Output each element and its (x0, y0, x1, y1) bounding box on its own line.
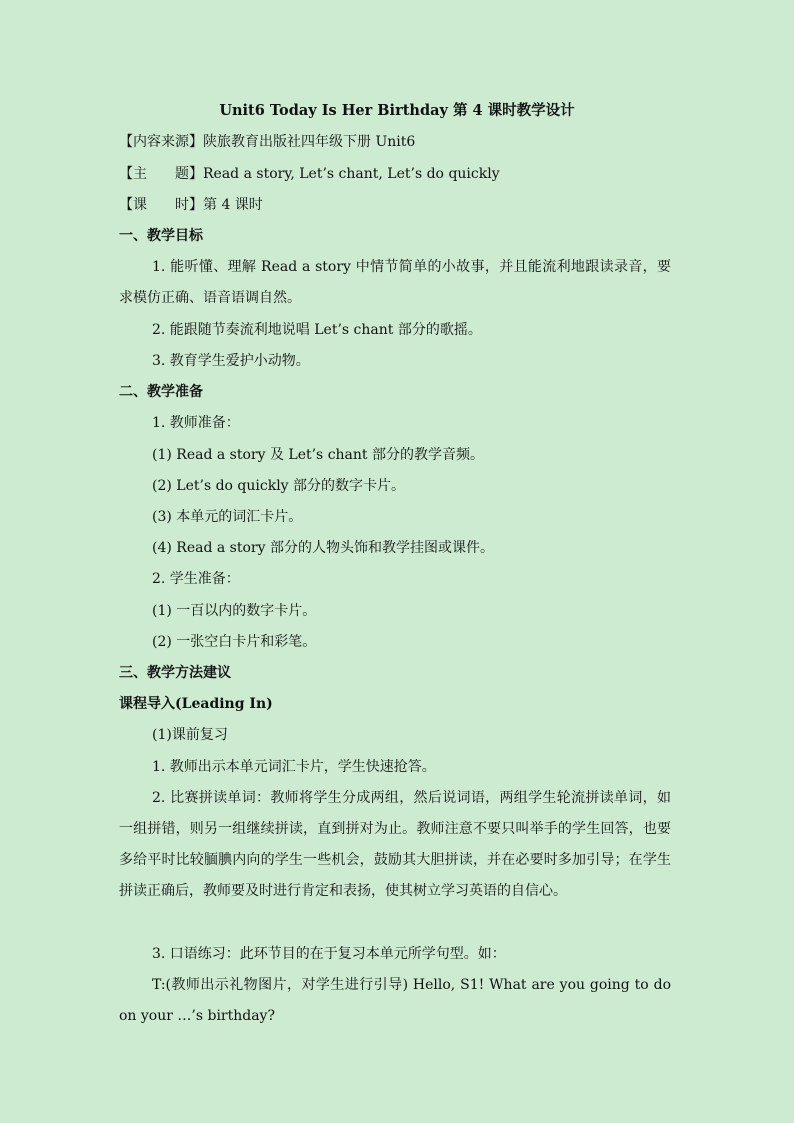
prep-item-t2: (2) Let’s do quickly 部分的数字卡片。 (152, 478, 406, 494)
meta-period (119, 195, 263, 215)
period-label: 【课 时】 (119, 197, 203, 213)
goal-item-1: 1. 能听懂、理解 Read a story 中情节简单的小故事，并且能流利地跟读录音，要求模仿正确、语音语调自然。 (119, 259, 671, 306)
topic-value: Read a story, Let’s chant, Let’s do quickly (203, 166, 500, 182)
goal-item-2: 2. 能跟随节奏流利地说唱 Let’s chant 部分的歌摇。 (152, 322, 482, 338)
subheading-leading-in: 课程导入(Leading In) (119, 696, 273, 712)
topic-label: 【主 题】 (119, 166, 203, 182)
document-title: Unit6 Today Is Her Birthday 第 4 课时教学设计 (219, 102, 575, 119)
prep-item-st2: (2) 一张空白卡片和彩笔。 (152, 634, 317, 650)
prep-item-t4: (4) Read a story 部分的人物头饰和教学挂图或课件。 (152, 540, 494, 556)
meta-topic (119, 164, 500, 184)
source-label: 【内容来源】 (119, 134, 203, 150)
method-review: (1)课前复习 (152, 727, 228, 743)
section-heading-prep: 二、教学准备 (119, 384, 203, 400)
method-item-2: 2. 比赛拼读单词：教师将学生分成两组，然后说词语，两组学生轮流拼读单词，如一组拼错，则另一组继续拼读，直到拼对为止。教师注意不要只叫举手的学生回答，也要多给平时比较腼腆内向的学生一些机会，鼓励其大胆拼读，并在必要时多加引导；在学生拼读正确后，教师要及时进行肯定和表扬，使其树立学习英语的自信心。 (119, 790, 671, 899)
method-item-1: 1. 教师出示本单元词汇卡片，学生快速抢答。 (152, 759, 436, 775)
prep-student: 2. 学生准备： (152, 571, 240, 587)
method-item-3: 3. 口语练习：此环节目的在于复习本单元所学句型。如： (152, 946, 506, 962)
method-item-4: T:(教师出示礼物图片，对学生进行引导) Hello, S1! What are you going to do on your …’s birthday? (119, 977, 671, 1024)
section-heading-method: 三、教学方法建议 (119, 665, 231, 681)
prep-item-t3: (3) 本单元的词汇卡片。 (152, 509, 303, 525)
prep-teacher: 1. 教师准备： (152, 415, 240, 431)
goal-item-3: 3. 教育学生爱护小动物。 (152, 353, 310, 369)
section-heading-goals: 一、教学目标 (119, 228, 203, 244)
source-value: 陕旅教育出版社四年级下册 Unit6 (203, 134, 416, 150)
period-value: 第 4 课时 (203, 197, 263, 213)
prep-item-t1: (1) Read a story 及 Let’s chant 部分的教学音频。 (152, 447, 484, 463)
meta-source (119, 132, 415, 152)
prep-item-st1: (1) 一百以内的数字卡片。 (152, 603, 317, 619)
